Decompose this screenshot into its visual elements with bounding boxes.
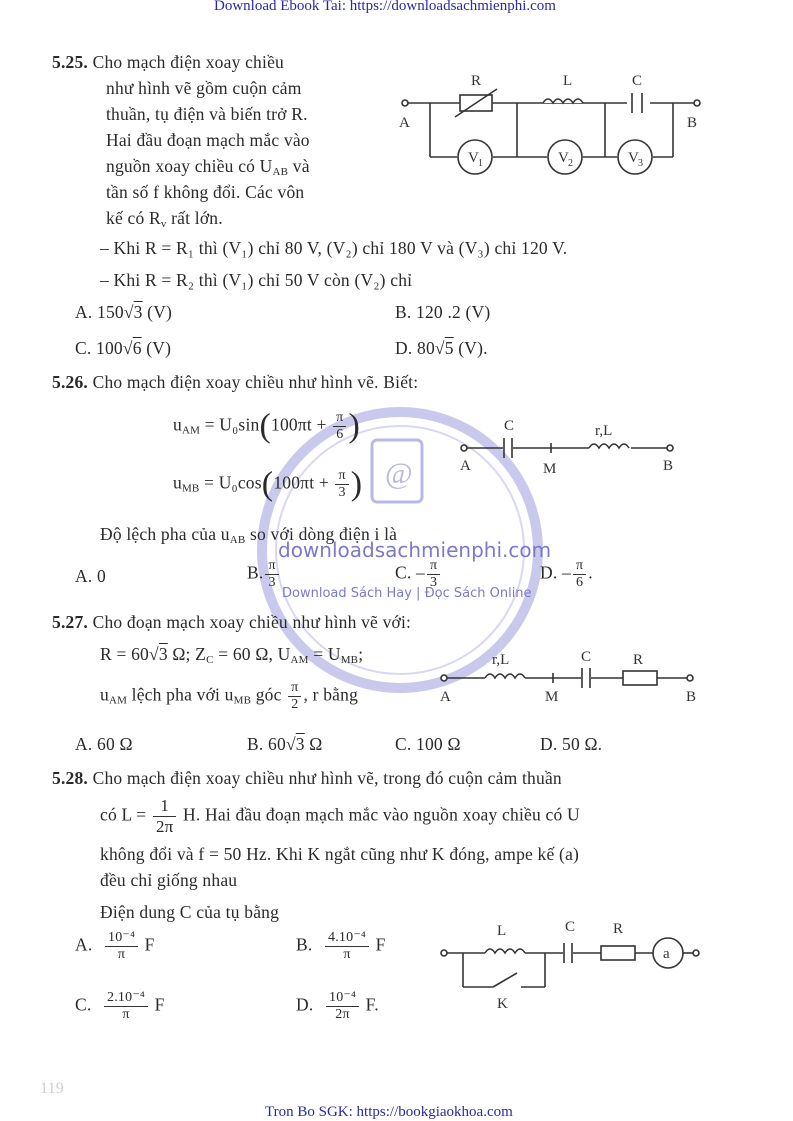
q527-question: $u_{AM}$ lệch pha với $u_{MB}$ góc $\frac{\pi}{2}$ , r bằng bbox=[100, 680, 359, 712]
watermark-site: downloadsachmienphi.com bbox=[278, 538, 552, 562]
q525-line-2: như hình vẽ gồm cuộn cảm bbox=[106, 78, 302, 98]
q528-label-r: R bbox=[613, 921, 624, 937]
q526-equation-1: $u_{AM} = U_0\sin(100\pi t$ + $\frac{\pi}{6}$ ) bbox=[173, 407, 360, 445]
q525-line-5: nguồn xoay chiều có $U_{AB}$ và bbox=[106, 156, 310, 178]
q526-intro: 5.26. Cho mạch điện xoay chiều như hình vẽ. Biết: bbox=[52, 372, 419, 392]
q526-label-rl: r,L bbox=[595, 423, 613, 439]
page-number: 119 bbox=[40, 1080, 65, 1097]
q527-label-b: B bbox=[686, 689, 697, 705]
q525-label-b: B bbox=[687, 115, 698, 131]
q526-label-c: C bbox=[504, 418, 515, 434]
q528-line-2: có L = $\frac{1}{2\pi}$ H. Hai đầu đoạn mạch mắc vào nguồn xoay chiều có U bbox=[100, 796, 580, 836]
q527-number: 5.27. bbox=[52, 612, 88, 632]
q527-answer-d: D. 50 Ω. bbox=[540, 734, 603, 754]
q528-answer-d: D. $\frac{\text{10⁻⁴}}{2\pi}$ F. bbox=[296, 990, 379, 1022]
q526-answer-d: D. – $\frac{\pi}{6}$ . bbox=[540, 558, 593, 590]
q525-label-c: C bbox=[632, 73, 643, 89]
q527-answer-c: C. 100 Ω bbox=[395, 734, 461, 754]
q525-answer-c: C. 100√6 (V) bbox=[75, 338, 172, 358]
q526-question: Độ lệch pha của $u_{AB}$ so với dòng điện i là bbox=[100, 524, 398, 546]
q528-label-k: K bbox=[497, 996, 508, 1012]
q526-label-m: M bbox=[543, 461, 557, 477]
q528-label-l: L bbox=[497, 923, 507, 939]
page-footer: Tron Bo SGK: https://bookgiaokhoa.com bbox=[265, 1104, 513, 1120]
svg-text:@: @ bbox=[385, 457, 413, 490]
q527-label-a: A bbox=[440, 689, 451, 705]
q527-label-c: C bbox=[581, 649, 592, 665]
q526-label-a: A bbox=[460, 458, 471, 474]
q525-line-6: tần số f không đổi. Các vôn bbox=[106, 182, 305, 202]
q525-line-1 bbox=[52, 52, 284, 73]
q526-answer-b: B. $\frac{\pi}{3}$ bbox=[247, 558, 281, 591]
svg-text:2: 2 bbox=[568, 158, 573, 169]
q525-line-3: thuần, tụ điện và biến trở R. bbox=[106, 104, 308, 124]
q528-answer-a: A. $\frac{\text{10⁻⁴}}{\pi}$ F bbox=[75, 930, 155, 962]
q528-label-a: a bbox=[663, 946, 670, 962]
q525-answer-a: A. 150√3 (V) bbox=[75, 302, 173, 322]
q526-answer-a: A. 0 bbox=[75, 566, 106, 586]
q526-label-b: B bbox=[663, 458, 674, 474]
q528-label-c: C bbox=[565, 919, 576, 935]
q525-number: 5.25. bbox=[52, 52, 88, 72]
q525-label-l: L bbox=[563, 73, 573, 89]
q528-answer-c: C. $\frac{\text{2.10⁻⁴}}{\pi}$ F bbox=[75, 990, 165, 1022]
q527-label-rl: r,L bbox=[492, 652, 510, 668]
q528-line-3: không đổi và f = 50 Hz. Khi K ngắt cũng như K đóng, ampe kế (a) bbox=[100, 844, 580, 864]
svg-text:1: 1 bbox=[478, 158, 483, 169]
q526-equation-2: $u_{MB} = U_0\cos(100\pi t$ + $\frac{\pi}{3}$ ) bbox=[173, 465, 363, 503]
q525-label-v1: V bbox=[468, 150, 479, 166]
q527-intro: 5.27. Cho đoạn mạch xoay chiều như hình vẽ với: bbox=[52, 612, 412, 632]
q528-line-1: 5.28. Cho mạch điện xoay chiều như hình vẽ, trong đó cuộn cảm thuần bbox=[52, 768, 562, 788]
q525-case-1: – Khi R = R₁ thì (V₁) chỉ 80 V, (V₂) chỉ 180 V và (V₃) chỉ 120 V. bbox=[100, 238, 568, 258]
q528-number: 5.28. bbox=[52, 768, 88, 788]
page-header: Download Ebook Tai: https://downloadsachmienphi.com bbox=[214, 0, 556, 14]
q525-circuit-diagram bbox=[395, 65, 715, 195]
q525-line-7: kế có $R_v$ rất lớn. bbox=[106, 208, 223, 230]
q527-answer-b: B. 60√3 Ω bbox=[247, 734, 323, 754]
q525-answer-b: B. 120 .2 (V) bbox=[395, 302, 491, 322]
q525-line-4: Hai đầu đoạn mạch mắc vào bbox=[106, 130, 310, 150]
q527-answer-a: A. 60 Ω bbox=[75, 734, 133, 754]
watermark-tagline: Download Sách Hay | Đọc Sách Online bbox=[282, 586, 532, 601]
q528-line-5: Điện dung C của tụ bằng bbox=[100, 902, 280, 922]
q525-text-1: Cho mạch điện xoay chiều bbox=[92, 52, 284, 72]
q525-answer-d: D. 80√5 (V). bbox=[395, 338, 488, 358]
q526-answer-c: C. – $\frac{\pi}{3}$ bbox=[395, 558, 442, 591]
q528-answer-b: B. $\frac{\text{4.10⁻⁴}}{\pi}$ F bbox=[296, 930, 386, 962]
q528-line-4: đều chỉ giống nhau bbox=[100, 870, 238, 890]
q525-case-2: – Khi R = R₂ thì (V₁) chỉ 50 V còn (V₂) chỉ bbox=[100, 270, 413, 290]
q527-circuit-diagram bbox=[435, 645, 705, 707]
q525-label-a: A bbox=[399, 115, 410, 131]
svg-text:3: 3 bbox=[638, 158, 643, 169]
q526-number: 5.26. bbox=[52, 372, 88, 392]
q526-circuit-diagram bbox=[455, 418, 695, 478]
q525-label-r: R bbox=[471, 73, 482, 89]
q525-label-v3: V bbox=[628, 150, 639, 166]
q525-label-v2: V bbox=[558, 150, 569, 166]
q528-circuit-diagram bbox=[435, 915, 715, 1015]
q527-given: R = 60√3 Ω; $Z_C = 60$ Ω, $U_{AM} = U_{MB}$; bbox=[100, 644, 364, 666]
q527-label-m: M bbox=[545, 689, 559, 705]
q527-label-r: R bbox=[633, 652, 644, 668]
